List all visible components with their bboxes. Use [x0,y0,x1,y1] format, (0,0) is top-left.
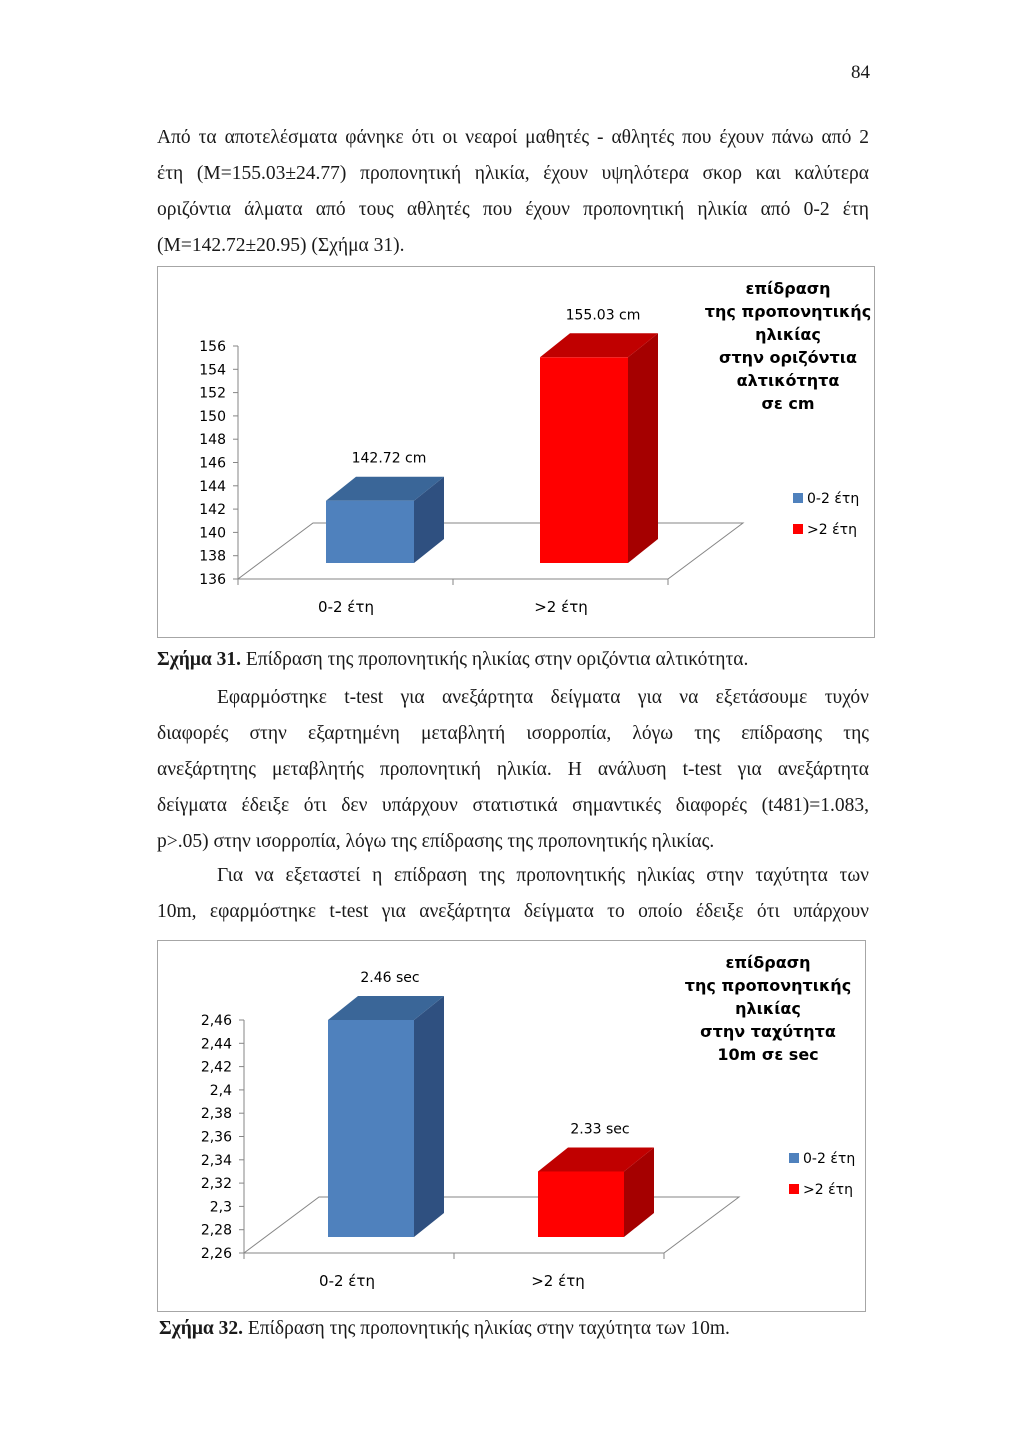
caption-32-text: Επίδραση της προπονητικής ηλικίας στην ταχύτητα των 10m. [243,1318,730,1339]
paragraph-2-line-3: ανεξάρτητης μεταβλητής προπονητική ηλικία. Η ανάλυση t-test για ανεξάρτητα [157,759,869,780]
legend-swatch-2 [789,1184,799,1194]
caption-31-text: Επίδραση της προπονητικής ηλικίας στην οριζόντια αλτικότητα. [241,649,749,670]
y-tick-label: 144 [199,478,226,495]
chart-title-line-3: ηλικίας [755,325,821,344]
chart-speed-10m-svg [158,941,865,1311]
category-label-1: 0-2 έτη [318,598,374,616]
legend-label-2: >2 έτη [803,1182,853,1198]
bar-1 [326,501,414,563]
y-tick-label: 136 [199,572,226,588]
legend-label-2: >2 έτη [807,522,857,538]
y-tick-label: 2,32 [200,1176,232,1193]
y-tick-label: 146 [199,455,226,472]
chart-title-line-4: στην ταχύτητα [700,1022,836,1041]
y-tick-label: 2,28 [200,1222,232,1239]
paragraph-1-line-1: Από τα αποτελέσματα φάνηκε ότι οι νεαροί μαθητές - αθλητές που έχουν πάνω από 2 [157,127,869,148]
y-tick-label: 148 [199,432,226,449]
data-label-2: 155.03 cm [565,307,641,324]
chart-title-line-2: της προπονητικής [684,976,852,995]
chart-speed-10m [157,940,866,1312]
y-tick-label: 154 [199,362,226,379]
paragraph-2-line-1: Εφαρμόστηκε t-test για ανεξάρτητα δείγματα για να εξετάσουμε τυχόν [217,687,869,708]
y-tick-label: 142 [199,502,226,519]
bar-side-1 [414,996,444,1237]
paragraph-1-line-2: έτη (M=155.03±24.77) προπονητική ηλικία, έχουν υψηλότερα σκορ και καλύτερα [157,163,869,184]
y-tick-label: 138 [199,548,226,565]
y-tick-label: 2,38 [200,1106,232,1123]
chart-horizontal-jump-svg [158,267,874,637]
paragraph-3-line-1: Για να εξεταστεί η επίδραση της προπονητικής ηλικίας στην ταχύτητα των [217,865,869,886]
figure-caption-32 [159,1318,730,1340]
figure-caption-31 [157,649,748,671]
y-tick-label: 2,26 [200,1246,232,1262]
bar-1 [328,1020,414,1237]
chart-title-line-1: επίδραση [745,279,831,298]
chart-title-line-6: σε cm [761,394,815,413]
chart-title-line-4: στην οριζόντια [719,348,857,367]
y-tick-label: 2,4 [209,1082,232,1099]
y-tick-label: 2,46 [200,1013,232,1029]
chart-title-line-2: της προπονητικής [704,302,872,321]
chart-floor [244,1197,739,1253]
bar-2 [538,1171,624,1237]
bar-side-2 [628,333,658,563]
paragraph-3-line-2: 10m, εφαρμόστηκε t-test για ανεξάρτητα δείγματα το οποίο έδειξε ότι υπάρχουν [157,901,869,922]
paragraph-2-line-2: διαφορές στην εξαρτημένη μεταβλητή ισορροπία, λόγω της επίδρασης της [157,723,869,744]
chart-title-line-5: αλτικότητα [736,371,840,390]
paragraph-2-line-5: p>.05) στην ισορροπία, λόγω της επίδρασης της προπονητικής ηλικίας. [157,831,715,852]
chart-title-line-3: ηλικίας [735,999,801,1018]
category-label-2: >2 έτη [534,598,588,616]
y-tick-label: 152 [199,385,226,402]
y-tick-label: 2,44 [200,1036,232,1053]
y-tick-label: 140 [199,525,226,542]
y-tick-label: 2,36 [200,1129,232,1146]
bar-2 [540,357,628,563]
data-label-1: 2.46 sec [360,970,420,986]
chart-title-line-1: επίδραση [725,953,811,972]
legend-swatch-2 [793,524,803,534]
caption-32-label: Σχήμα 32. [159,1318,244,1339]
data-label-1: 142.72 cm [351,450,427,467]
category-label-1: 0-2 έτη [319,1272,375,1290]
chart-title-line-5: 10m σε sec [717,1045,819,1064]
data-label-2: 2.33 sec [570,1121,630,1138]
y-tick-label: 150 [199,408,226,425]
paragraph-2-line-4: δείγματα έδειξε ότι δεν υπάρχουν στατιστικά σημαντικές διαφορές (t481)=1.083, [157,795,869,816]
chart-horizontal-jump [157,266,875,638]
y-tick-label: 156 [199,339,226,355]
y-tick-label: 2,42 [200,1059,232,1076]
paragraph-3 [157,858,869,930]
page-number: 84 [851,62,870,83]
paragraph-2 [157,680,869,860]
legend-swatch-1 [789,1153,799,1163]
y-tick-label: 2,3 [209,1199,232,1216]
legend-label-1: 0-2 έτη [807,491,860,507]
legend-swatch-1 [793,493,803,503]
caption-31-label: Σχήμα 31. [157,649,242,670]
chart-floor [238,523,743,579]
y-tick-label: 2,34 [200,1152,232,1169]
legend-label-1: 0-2 έτη [803,1151,856,1167]
category-label-2: >2 έτη [531,1272,585,1290]
paragraph-1-line-3: οριζόντια άλματα από τους αθλητές που έχουν προπονητική ηλικία από 0-2 έτη [157,199,869,220]
paragraph-1 [157,120,869,264]
paragraph-1-line-4: (M=142.72±20.95) (Σχήμα 31). [157,235,405,256]
